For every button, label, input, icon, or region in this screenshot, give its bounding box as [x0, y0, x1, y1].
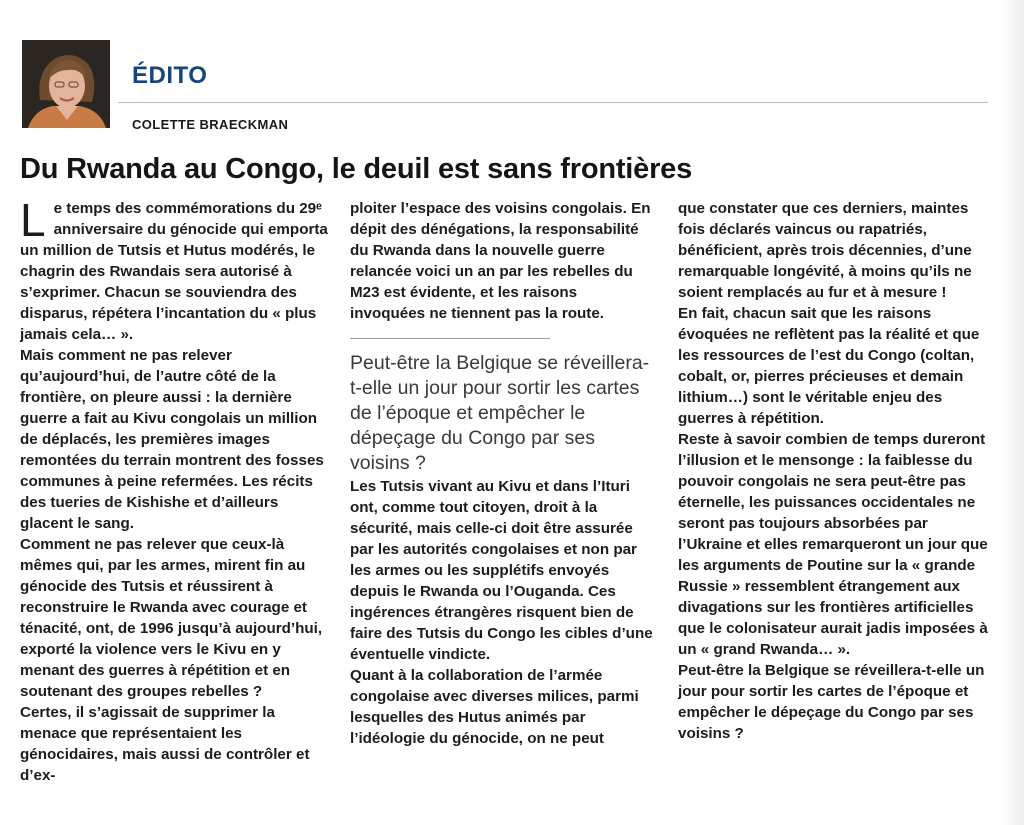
paragraph: Les Tutsis vivant au Kivu et dans l’Ituri ont, comme tout citoyen, droit à la sécurité, mais celle-ci doit être assurée par les autorités congolaises et non par les armes ou les supplétifs envoyés depuis le Rwanda ou l’Ouganda. Ces ingérences étrangères risquent bien de faire des Tutsis du Congo les cibles d’une éventuelle vindicte. — [350, 478, 653, 663]
paragraph: Peut-être la Belgique se réveillera-t-elle un jour pour sortir les cartes de l’époque et empêcher le dépeçage du Congo par ses voisins ? — [678, 662, 985, 742]
column-1 — [20, 194, 332, 786]
header-divider — [118, 102, 988, 103]
author-portrait-icon — [22, 40, 110, 128]
author-portrait — [22, 40, 110, 128]
paragraph: e temps des commémorations du 29ᵉ anniversaire du génocide qui emporta un million de Tutsis et Hutus modérés, le chagrin des Rwandais sera autorisé à s’exprimer. Chacun se souviendra des disparus, répétera l’incantation du « plus jamais cela… ». — [20, 200, 328, 343]
paragraph: Reste à savoir combien de temps dureront l’illusion et le mensonge : la faiblesse du pouvoir congolais ne sera peut-être pas éternelle, les puissances occidentales ne seront pas toujours absorbées par l’Ukraine et elles remarqueront un jour que les arguments de Poutine sur la « grande Russie » ressemblent étrangement aux divagations sur les frontières artificielles que le colonisateur aurait jadis imposées à un « grand Rwanda… ». — [678, 431, 988, 658]
paragraph: En fait, chacun sait que les raisons évoquées ne reflètent pas la réalité et que les ressources de l’est du Congo (coltan, cobalt, or, pierres précieuses et demain lithium…) sont le véritable enjeu des guerres à répétition. — [678, 305, 980, 427]
article-headline: Du Rwanda au Congo, le deuil est sans frontières — [20, 153, 693, 185]
drop-cap: L — [20, 194, 46, 246]
paragraph: ploiter l’espace des voisins congolais. En dépit des dénégations, la responsabilité du Rwanda dans la nouvelle guerre relancée voici un an par les rebelles du M23 est évidente, et les raisons invoquées ne tiennent pas la route. — [350, 200, 651, 322]
pullquote: Peut-être la Belgique se réveillera-t-elle un jour pour sortir les cartes de l’époque et empêcher le dépeçage du Congo par ses voisins ? — [350, 352, 650, 474]
pullquote-divider — [350, 338, 550, 339]
paragraph: Mais comment ne pas relever qu’aujourd’hui, de l’autre côté de la frontière, on pleure aussi : la dernière guerre a fait au Kivu congolais un million de déplacés, les premières images remontées du terrain montrent des fosses communes à peine refermées. Les récits des tueries de Kishishe et d’ailleurs glacent le sang. — [20, 347, 324, 532]
paragraph: Comment ne pas relever que ceux-là mêmes qui, par les armes, mirent fin au génocide des Tutsis et réussirent à reconstruire le Rwanda avec courage et ténacité, ont, de 1996 jusqu’à aujourd’hui, exporté la violence vers le Kivu en y menant des guerres à répétition et en soutenant des groupes rebelles ? — [20, 536, 323, 700]
column-3 — [678, 198, 988, 744]
rubric-label: ÉDITO — [132, 62, 208, 89]
paragraph: Certes, il s’agissait de supprimer la menace que représentaient les génocidaires, mais aussi de contrôler et d’ex- — [20, 704, 310, 784]
column-2 — [350, 198, 656, 749]
author-name: COLETTE BRAECKMAN — [132, 117, 289, 132]
paragraph: que constater que ces derniers, maintes fois déclarés vaincus ou rapatriés, bénéficient, après trois décennies, d’une remarquable longévité, à moins qu’ils ne soient remplacés au fur et à mesure ! — [678, 200, 972, 301]
paragraph: Quant à la collaboration de l’armée congolaise avec diverses milices, parmi lesquelles des Hutus animés par l’idéologie du génocide, on ne peut — [350, 667, 639, 747]
page-edge-shadow — [1002, 0, 1024, 825]
